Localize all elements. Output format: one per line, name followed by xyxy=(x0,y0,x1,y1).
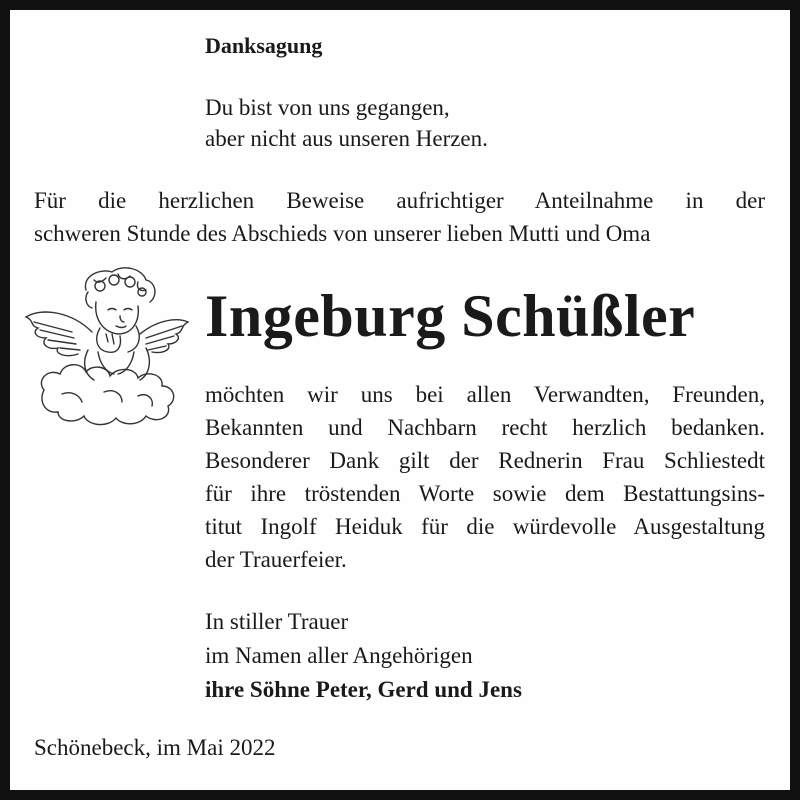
thanks-line-1: möchten wir uns bei allen Verwandten, Freunden, xyxy=(205,382,765,407)
intro-paragraph xyxy=(34,184,765,250)
deceased-name: Ingeburg Schüßler xyxy=(205,283,696,349)
signature-names: ihre Söhne Peter, Gerd und Jens xyxy=(205,677,522,702)
thanks-line-3: Besonderer Dank gilt der Rednerin Frau Schliestedt xyxy=(205,448,765,473)
motto-line-2: aber nicht aus unseren Herzen. xyxy=(205,126,488,151)
thanks-paragraph xyxy=(205,378,765,576)
thanks-line-5: titut Ingolf Heiduk für die würdevolle Ausgestaltung xyxy=(205,514,765,539)
thanks-line-6: der Trauerfeier. xyxy=(205,547,347,572)
motto-line-1: Du bist von uns gegangen, xyxy=(205,95,450,120)
place-date: Schönebeck, im Mai 2022 xyxy=(34,735,276,760)
notice-heading: Danksagung xyxy=(205,33,323,58)
intro-line-1: Für die herzlichen Beweise aufrichtiger Anteilnahme in der xyxy=(34,188,765,213)
signature-line-2: im Namen aller Angehörigen xyxy=(205,643,473,668)
signature-line-1: In stiller Trauer xyxy=(205,609,349,634)
angel-cherub-icon xyxy=(22,262,192,432)
intro-line-2: schweren Stunde des Abschieds von unserer lieben Mutti und Oma xyxy=(34,221,651,246)
thanks-line-2: Bekannten und Nachbarn recht herzlich bedanken. xyxy=(205,415,765,440)
thanks-line-4: für ihre tröstenden Worte sowie dem Bestattungsins- xyxy=(205,481,765,506)
